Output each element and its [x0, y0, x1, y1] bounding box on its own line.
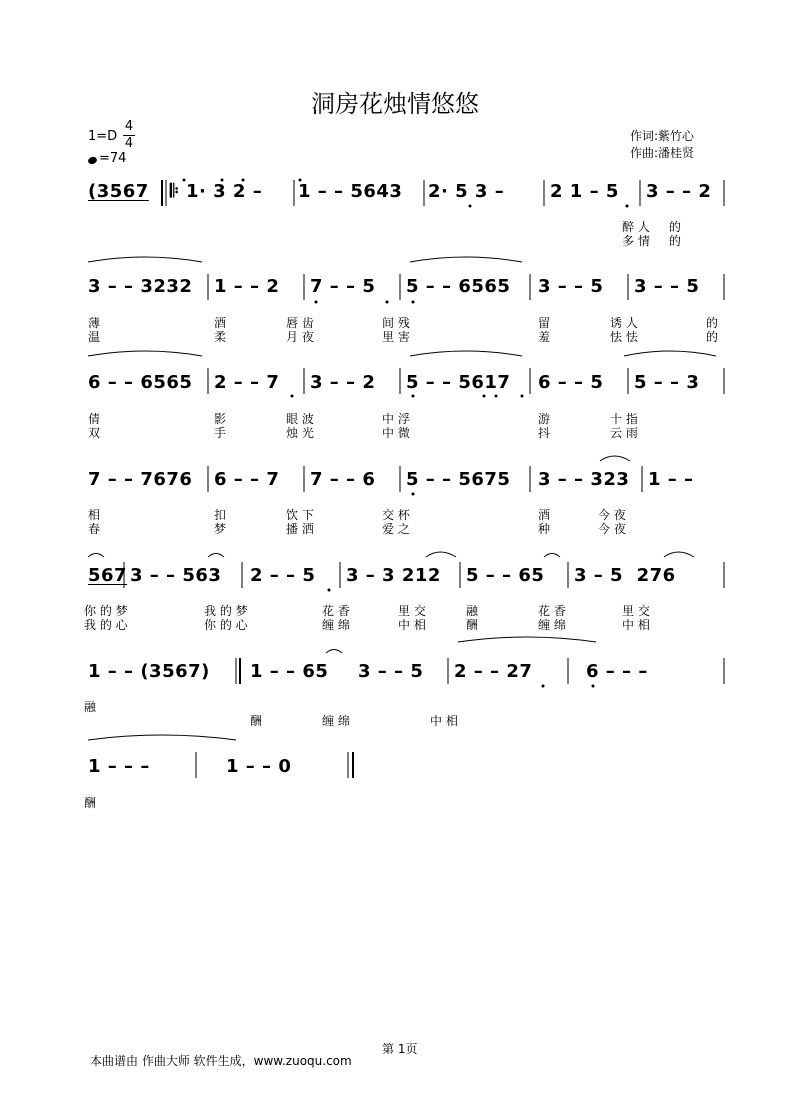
lyric: 影	[214, 412, 227, 426]
time-sig-bottom: 4	[124, 136, 134, 151]
measure: 1 – – (3567)	[88, 661, 210, 682]
lyric: 怯 怯	[610, 330, 638, 344]
measure: 7 – – 7676	[88, 469, 193, 490]
measure: 3 – – 3232	[88, 276, 193, 297]
measure: 2· 5 3 –	[428, 181, 505, 202]
lyricist: 作词:紫竹心	[630, 129, 695, 143]
lyric: 酬	[250, 714, 263, 728]
lyric: 爱 之	[382, 522, 410, 536]
lyric: 的	[706, 330, 719, 344]
lyric: 十 指	[610, 412, 638, 426]
time-sig-top: 4	[124, 119, 134, 134]
lyric: 播 洒	[286, 522, 314, 536]
lyric: 交 杯	[382, 508, 410, 522]
measure: 2 – – 7	[214, 372, 280, 393]
lyric: 中 浮	[382, 412, 410, 426]
lyric: 你 的 心	[204, 618, 248, 632]
measure: 3 – 5 276	[574, 565, 676, 586]
lyric: 花 香	[538, 604, 566, 618]
measure: 3 – – 323	[538, 469, 630, 490]
lyric: 里 交	[398, 604, 426, 618]
measure: 7 – – 5	[310, 276, 376, 297]
measure: 6 – – 5	[538, 372, 604, 393]
lyric: 中 微	[382, 426, 410, 440]
measure: 3 – – 5	[538, 276, 604, 297]
lyric: 倩	[88, 412, 101, 426]
lyric: 留	[538, 316, 551, 330]
lyric: 扣	[214, 508, 227, 522]
lyric: 饮 下	[286, 508, 314, 522]
lyric: 缠 绵	[538, 618, 566, 632]
measure: 6 – – 7	[214, 469, 280, 490]
lyric: 游	[538, 412, 551, 426]
measure: 1 – – 5643	[298, 181, 403, 202]
lyric: 春	[88, 522, 101, 536]
lyric: 抖	[538, 426, 551, 440]
measure: 3 – – 5	[634, 276, 700, 297]
lyric: 相	[88, 508, 101, 522]
measure: 567	[88, 565, 128, 586]
lyric: 我 的 梦	[204, 604, 248, 618]
lyric: 我 的 心	[84, 618, 128, 632]
measure: 1 – –	[648, 469, 694, 490]
lyric: 里 交	[622, 604, 650, 618]
measure: 6 – – 6565	[88, 372, 193, 393]
lyric: 双	[88, 426, 101, 440]
lyric: 今 夜	[598, 522, 626, 536]
measure: 6 – – –	[586, 661, 648, 682]
page-number: 第 1页	[382, 1042, 418, 1056]
measure: 3 – 3 212	[346, 565, 441, 586]
measure-intro: (3567	[88, 181, 149, 202]
lyric: 你 的 梦	[84, 604, 128, 618]
measure: 5 – – 3	[634, 372, 700, 393]
measure: 1 – – –	[88, 756, 150, 777]
lyric: 唇 齿	[286, 316, 314, 330]
measure: 7 – – 6	[310, 469, 376, 490]
lyric: 梦	[214, 522, 227, 536]
lyric: 种	[538, 522, 551, 536]
lyric: 中 相	[430, 714, 458, 728]
measure: 𝄆 1· 3 2 –	[170, 181, 263, 202]
lyric: 羞	[538, 330, 551, 344]
measure: 5 – – 5617	[406, 372, 511, 393]
lyric: 柔	[214, 330, 227, 344]
lyric: 酒	[538, 508, 551, 522]
measure: 3 – – 2	[310, 372, 376, 393]
measure: 2 1 – 5	[550, 181, 619, 202]
measure: 5 – – 6565	[406, 276, 511, 297]
measure: 3 – – 5	[358, 661, 424, 682]
lyric: 烛 光	[286, 426, 314, 440]
lyric-line-1: 醉 人 的	[622, 220, 681, 234]
lyric: 酬	[84, 796, 97, 810]
lyric: 的	[706, 316, 719, 330]
composer: 作曲:潘桂贤	[630, 146, 695, 160]
lyric: 间 残	[382, 316, 410, 330]
lyric: 融	[466, 604, 479, 618]
measure: 5 – – 65	[466, 565, 545, 586]
lyric: 温	[88, 330, 101, 344]
lyric: 酬	[466, 618, 479, 632]
lyric: 薄	[88, 316, 101, 330]
measure: 3 – – 2	[646, 181, 712, 202]
lyric: 缠 绵	[322, 618, 350, 632]
measure: 1 – – 2	[214, 276, 280, 297]
lyric: 今 夜	[598, 508, 626, 522]
measure: 1 – – 0	[226, 756, 292, 777]
tempo-marking: =74	[88, 151, 126, 166]
measure: 5 – – 5675	[406, 469, 511, 490]
lyric: 月 夜	[286, 330, 314, 344]
measure: 1 – – 65	[250, 661, 329, 682]
measure: 2 – – 5	[250, 565, 316, 586]
lyric-line-2: 多 情 的	[622, 234, 681, 248]
lyric: 酒	[214, 316, 227, 330]
lyric: 眼 波	[286, 412, 314, 426]
page-title: 洞房花烛情悠悠	[311, 90, 479, 118]
lyric: 中 相	[622, 618, 650, 632]
lyric: 缠 绵	[322, 714, 350, 728]
footer-credit: 本曲谱由 作曲大师 软件生成，www.zuoqu.com	[90, 1054, 352, 1068]
lyric: 融	[84, 700, 97, 714]
lyric: 里 害	[382, 330, 410, 344]
lyric: 云 雨	[610, 426, 638, 440]
lyric: 花 香	[322, 604, 350, 618]
key-signature: 1=D	[88, 129, 118, 144]
lyric: 诱 人	[610, 316, 638, 330]
measure: 2 – – 27	[454, 661, 533, 682]
lyric: 手	[214, 426, 227, 440]
lyric: 中 相	[398, 618, 426, 632]
measure: 3 – – 563	[130, 565, 222, 586]
